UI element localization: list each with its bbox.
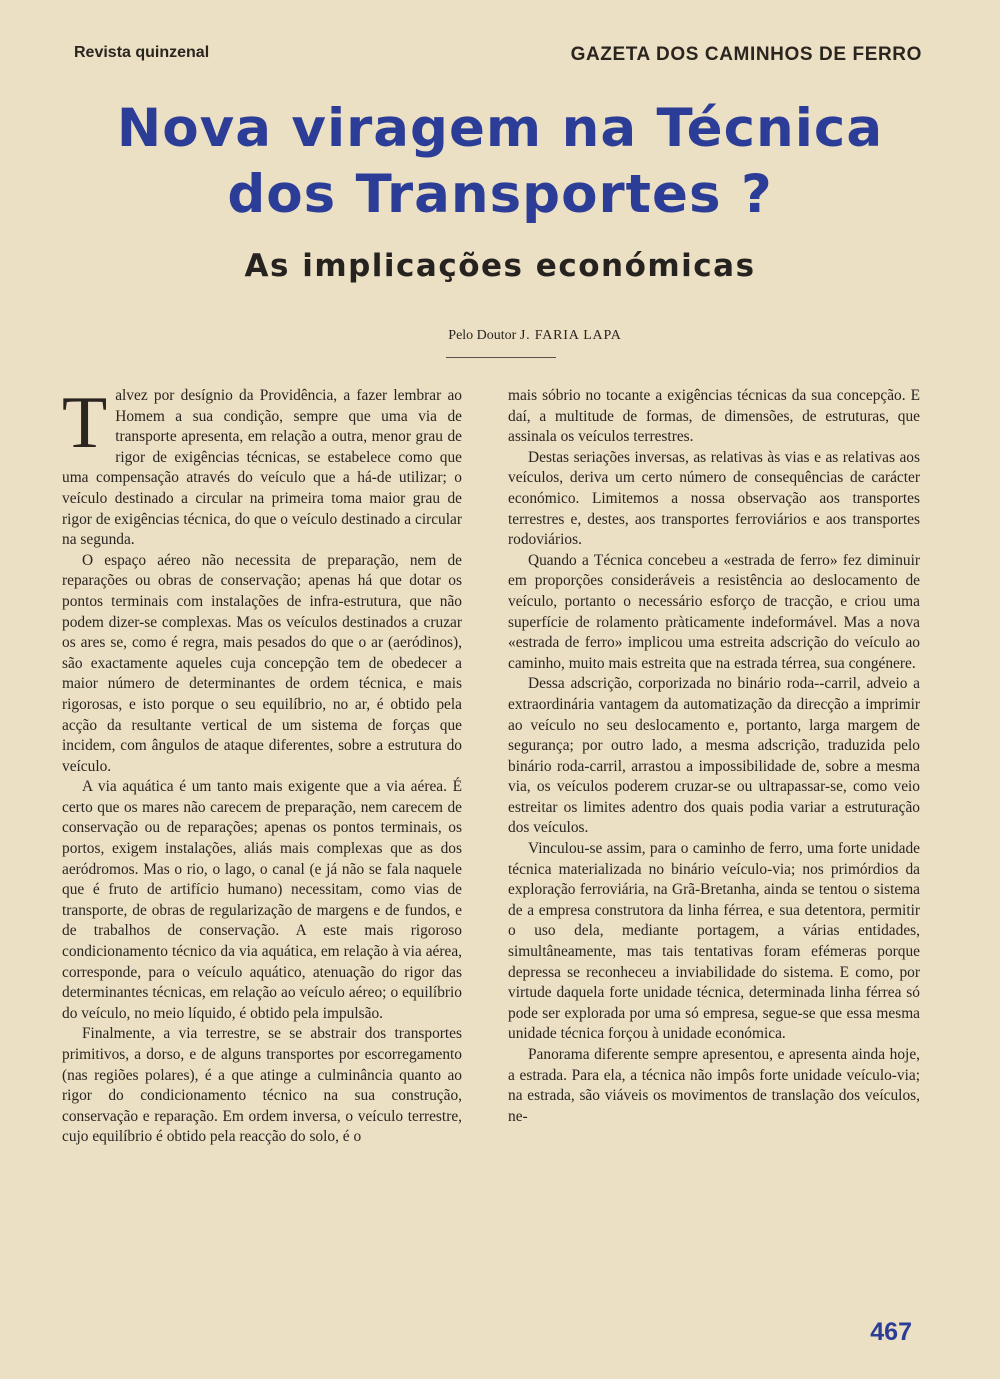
paragraph: Destas seriações inversas, as relativas às vias e as relativas aos veículos, deriva um certo número de consequências de carácter económico. Limitemos a nossa observação aos transportes terrestres e, destes, aos transportes ferroviários e aos transportes rodoviários.: [508, 448, 920, 549]
drop-cap: T: [62, 382, 108, 464]
page-number: 467: [870, 1318, 912, 1346]
byline-author: J. FARIA LAPA: [519, 328, 622, 343]
paragraph: Quando a Técnica concebeu a «estrada de ferro» fez diminuir em proporções consideráveis a resistência ao deslocamento de veículo, portanto o necessário esforço de tracção, e criou uma superfície de rolamento pràticamente indeformável. Mas a nova «estrada de ferro» implicou uma estreita adscrição do veículo ao caminho, muito mais estreita que na estrada térrea, sua congénere.: [508, 551, 920, 672]
article-title-line-1: Nova viragem na Técnica: [116, 98, 884, 159]
paragraph: Vinculou-se assim, para o caminho de ferro, uma forte unidade técnica materializada no binário veículo-via; nos primórdios da exploração ferroviária, na Grã-Bretanha, ainda se tentou o sistema de a empresa construtora da linha férrea, e sua detentora, permitir o uso dela, mediante portagem, a várias entidades, simultâneamente, mas tais tentativas foram efémeras porque depressa se reconheceu a inviabilidade do sistema. E como, por virtude daquela forte unidade técnica, determinada linha férrea só pode ser explorada por uma só empresa, segue-se que essa mesma unidade técnica forçou à unidade económica.: [508, 840, 920, 1043]
running-header-right: GAZETA DOS CAMINHOS DE FERRO: [570, 44, 922, 65]
article-title-line-2: dos Transportes ?: [227, 164, 773, 225]
paragraph: Panorama diferente sempre apresentou, e apresenta ainda hoje, a estrada. Para ela, a técnica não impôs forte unidade veículo-via; na estrada, são viáveis os movimentos de translação dos veículos, ne-: [508, 1046, 920, 1125]
paragraph: O espaço aéreo não necessita de preparação, nem de reparações ou obras de conservação; apenas há que dotar os pontos terminais com instalações de infra-estrutura, que não podem dizer-se complexas. Mas os veículos destinados a cruzar os ares se, como é regra, mais pesados do que o ar (aeródinos), são exactamente aqueles cuja concepção tem de obedecer a maior número de determinantes de ordem técnica, e mais rigorosas, e isto porque o seu equilíbrio, no ar, é obtido pela acção da resultante vertical de um sistema de forças que incidem, com ângulos de ataque diferentes, sobre a estrutura do veículo.: [62, 551, 462, 775]
paragraph: mais sóbrio no tocante a exigências técnicas da sua concepção. E daí, a multitude de formas, de dimensões, de estruturas, que assinala os veículos terrestres.: [508, 387, 920, 446]
paragraph: A via aquática é um tanto mais exigente que a via aérea. É certo que os mares não carecem de preparação, nem carecem de conservação ou de reparações; apenas os pontos terminais, os portos, exigem instalações, aliás mais complexas que as dos aeródromos. Mas o rio, o lago, o canal (e já não se fala naquele que é fruto de artifício humano) necessitam, como vias de transporte, de obras de regularização de margens e de fundos, e de trabalhos de conservação. A este mais rigoroso condicionamento técnico da via aquática, em relação à via aérea, corresponde, para o veículo aquático, atenuação do rigor das determinantes técnicas, em relação ao veículo aéreo; o equilíbrio do veículo, no meio líquido, é obtido pela impulsão.: [62, 778, 462, 1022]
article-subtitle: As implicações económicas: [244, 248, 756, 284]
left-column: [62, 382, 462, 1148]
running-header-left: Revista quinzenal: [74, 44, 210, 61]
paragraph: Dessa adscrição, corporizada no binário roda--carril, adveio a extraordinária vantagem da automatização da direcção a imprimir ao veículo no seu deslocamento e, portanto, larga margem de segurança; por outro lado, a mesma adscrição, traduzida pelo binário roda-carril, arrastou a impossibilidade de, sobre a mesma via, os veículos poderem cruzar-se ou ultrapassar-se, como veio estreitar os limites adentro dos quais podia variar a estruturação dos veículos.: [508, 675, 920, 837]
byline: [40, 328, 1000, 344]
right-column: [508, 386, 920, 1127]
paragraph: Finalmente, a via terrestre, se se abstrair dos transportes primitivos, a dorso, e de alguns transportes por escorregamento (nas regiões polares), é a que atinge a culminância quanto ao rigor do condicionamento técnico na sua construção, conservação e reparação. Em ordem inversa, o veículo terrestre, cujo equilíbrio é obtido pela reacção do solo, é o: [62, 1025, 462, 1146]
byline-prefix: Pelo Doutor: [448, 328, 517, 343]
article-title: [40, 96, 960, 228]
paragraph-text: alvez por desígnio da Providência, a fazer lembrar ao Homem a sua condição, sempre que uma via de transporte apresenta, em relação a outra, menor grau de rigor de exigências técnicas, se estabelece como que uma compensação através do veículo que a há-de utilizar; o veículo destinado a circular na primeira toma maior grau de rigor de exigências técnica, do que o veículo destinado a circular na segunda.: [62, 387, 462, 549]
paragraph: [62, 382, 462, 551]
byline-divider: [446, 357, 556, 358]
